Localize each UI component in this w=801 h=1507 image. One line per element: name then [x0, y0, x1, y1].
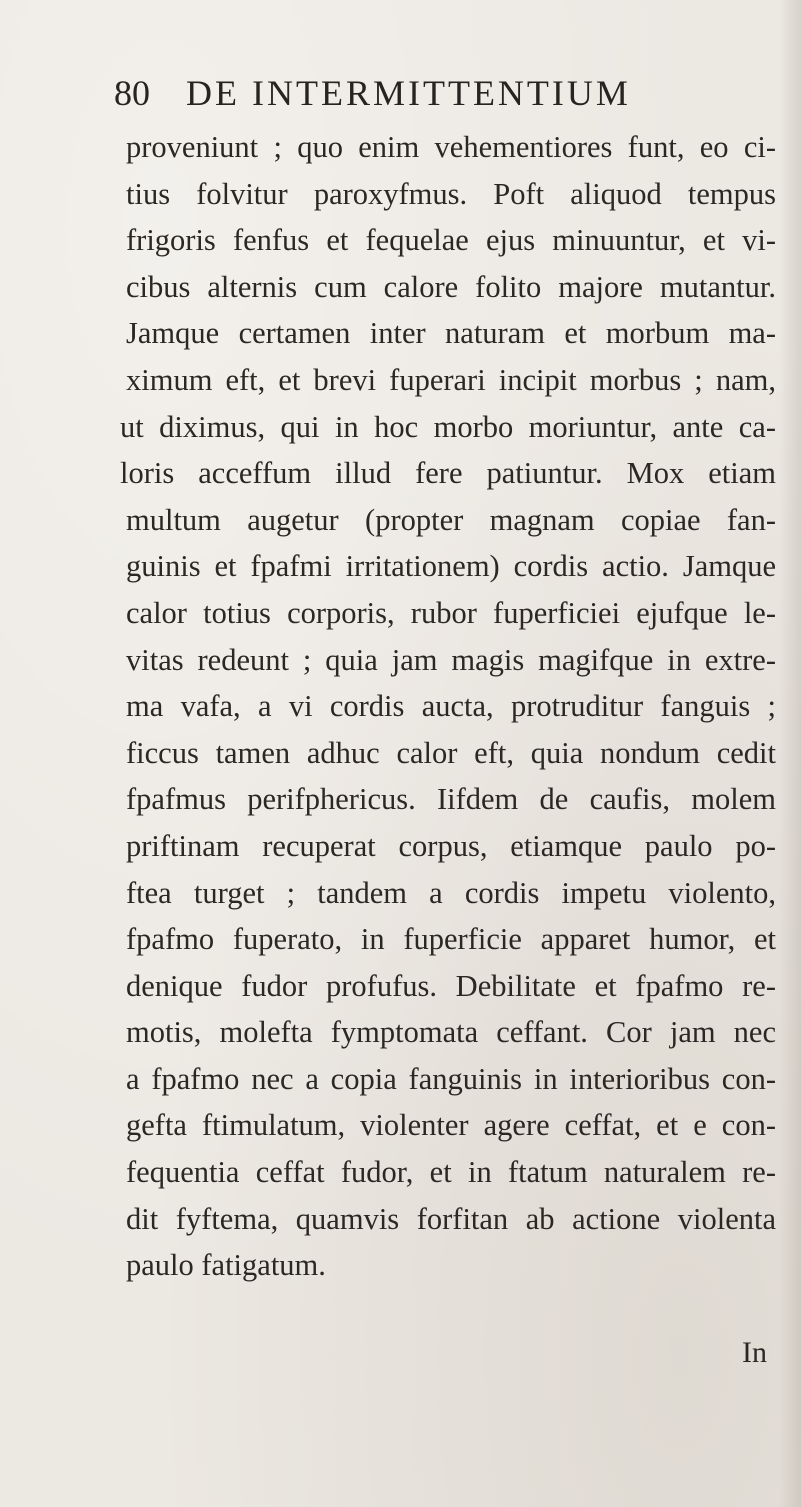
text-line: denique fudor profufus. Debilitate et fpafmo re-	[126, 968, 776, 1003]
text-line: ftea turget ; tandem a cordis impetu violento,	[126, 875, 776, 910]
text-line: proveniunt ; quo enim vehementiores funt, eo ci-	[126, 130, 776, 164]
text-line: cibus alternis cum calore folito majore mutantur.	[126, 269, 776, 304]
text-line: calor totius corporis, rubor fuperficiei ejufque le-	[126, 595, 776, 630]
page-number: 80	[114, 73, 150, 113]
text-line: vitas redeunt ; quia jam magis magifque in extre-	[126, 642, 776, 677]
text-line: a fpafmo nec a copia fanguinis in interioribus con-	[126, 1061, 776, 1096]
text-line: Jamque certamen inter naturam et morbum ma-	[126, 316, 776, 351]
text-line: multum augetur (propter magnam copiae fan-	[126, 502, 776, 537]
text-line: priftinam recuperat corpus, etiamque paulo po-	[126, 828, 776, 863]
text-line: gefta ftimulatum, violenter agere ceffat, et e con-	[126, 1108, 776, 1143]
text-line: fpafmo fuperato, in fuperficie apparet humor, et	[126, 922, 776, 957]
text-line: ficcus tamen adhuc calor eft, quia nondum cedit	[126, 735, 776, 770]
text-line: tius folvitur paroxyfmus. Poft aliquod tempus	[126, 176, 776, 211]
body-text	[120, 124, 776, 1289]
page-header	[114, 72, 714, 122]
catchword: In	[742, 1336, 767, 1369]
text-line: ximum eft, et brevi fuperari incipit morbus ; nam,	[126, 362, 776, 397]
text-line: frigoris fenfus et fequelae ejus minuuntur, et vi-	[126, 223, 776, 258]
text-line: fequentia ceffat fudor, et in ftatum naturalem re-	[126, 1155, 776, 1190]
text-line: ma vafa, a vi cordis aucta, protruditur fanguis ;	[126, 689, 776, 724]
page-edge-shadow	[779, 0, 801, 1507]
text-line: ut diximus, qui in hoc morbo moriuntur, ante ca-	[120, 409, 776, 444]
text-line: motis, molefta fymptomata ceffant. Cor jam nec	[126, 1015, 776, 1050]
text-line: dit fyftema, quamvis forfitan ab actione violenta	[126, 1201, 776, 1236]
text-line: paulo fatigatum.	[126, 1248, 326, 1283]
running-head: DE INTERMITTENTIUM	[186, 73, 631, 113]
text-line: fpafmus perifphericus. Iifdem de caufis, molem	[126, 782, 776, 817]
text-line: loris acceffum illud fere patiuntur. Mox etiam	[120, 456, 776, 491]
text-line: guinis et fpafmi irritationem) cordis actio. Jamque	[126, 549, 776, 584]
